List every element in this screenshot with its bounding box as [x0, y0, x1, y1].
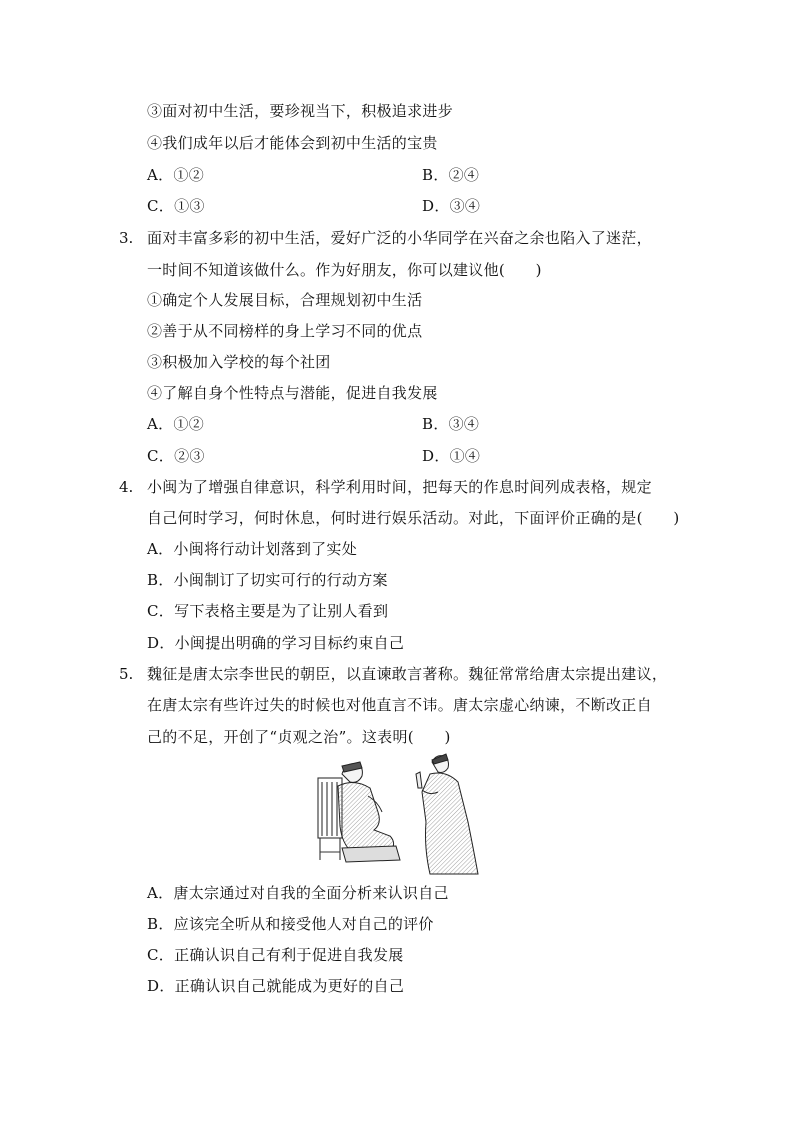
q3-number: 3.: [119, 229, 134, 247]
q3-statement-2: ②善于从不同榜样的身上学习不同的优点: [147, 322, 423, 340]
standing-minister-drawing: [416, 754, 478, 874]
q2-option-d: D．③④: [422, 197, 481, 215]
q3-option-c: C．②③: [147, 447, 205, 465]
q4-option-c: C．写下表格主要是为了让别人看到: [147, 602, 389, 620]
q5-number: 5.: [119, 665, 134, 683]
q4-stem-line-1: 小闽为了增强自律意识，科学利用时间，把每天的作息时间列成表格，规定: [147, 478, 652, 496]
q3-statement-4: ④了解自身个性特点与潜能，促进自我发展: [147, 384, 438, 402]
q5-stem-line-2: 在唐太宗有些许过失的时候也对他直言不讳。唐太宗虚心纳谏，不断改正自: [147, 696, 652, 714]
q5-option-a: A．唐太宗通过对自我的全面分析来认识自己: [147, 884, 449, 902]
q4-number: 4.: [119, 478, 134, 496]
q3-statement-3: ③积极加入学校的每个社团: [147, 353, 331, 371]
seated-emperor-drawing: [338, 762, 400, 862]
q4-option-d: D．小闽提出明确的学习目标约束自己: [147, 634, 405, 652]
q5-option-c: C．正确认识自己有利于促进自我发展: [147, 946, 404, 964]
q3-statement-1: ①确定个人发展目标，合理规划初中生活: [147, 291, 423, 309]
q5-stem-line-3: 己的不足，开创了“贞观之治”。这表明( ): [147, 728, 451, 746]
q3-stem-line-2: 一时间不知道该做什么。作为好朋友，你可以建议他( ): [147, 261, 542, 279]
q2-option-c: C．①③: [147, 197, 205, 215]
q5-stem-line-1: 魏征是唐太宗李世民的朝臣，以直谏敢言著称。魏征常常给唐太宗提出建议，: [147, 665, 668, 683]
emperor-and-minister-illustration: [312, 752, 482, 877]
q2-option-b: B．②④: [422, 166, 480, 184]
q4-option-a: A．小闽将行动计划落到了实处: [147, 540, 358, 558]
q5-option-d: D．正确认识自己就能成为更好的自己: [147, 977, 405, 995]
q4-stem-line-2: 自己何时学习，何时休息，何时进行娱乐活动。对此，下面评价正确的是( ): [147, 509, 680, 527]
q2-statement-3: ③面对初中生活，要珍视当下，积极追求进步: [147, 102, 454, 120]
q3-option-d: D．①④: [422, 447, 481, 465]
q3-option-a: A．①②: [147, 415, 205, 433]
q3-stem-line-1: 面对丰富多彩的初中生活，爱好广泛的小华同学在兴奋之余也陷入了迷茫，: [147, 229, 652, 247]
q2-option-a: A．①②: [147, 166, 205, 184]
q4-option-b: B．小闽制订了切实可行的行动方案: [147, 571, 388, 589]
q5-option-b: B．应该完全听从和接受他人对自己的评价: [147, 915, 434, 933]
illustration-svg: [312, 752, 482, 877]
q3-option-b: B．③④: [422, 415, 480, 433]
q2-statement-4: ④我们成年以后才能体会到初中生活的宝贵: [147, 134, 438, 152]
